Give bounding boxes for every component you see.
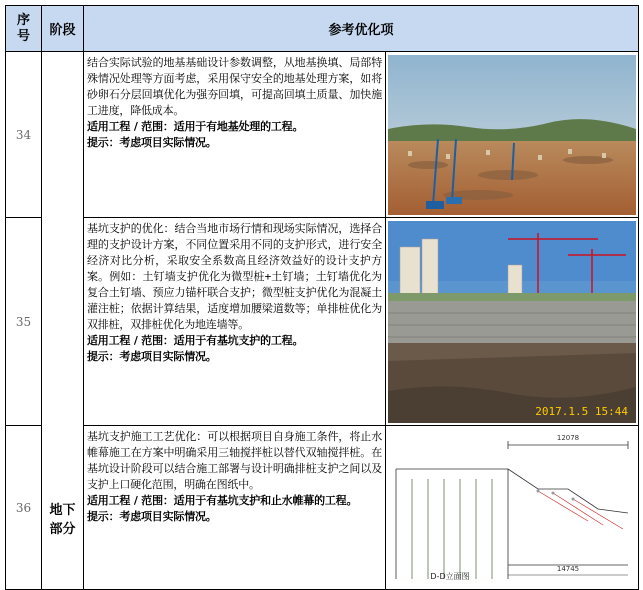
row-number: 35 [6, 218, 42, 426]
header-no-line1: 序 [16, 12, 30, 28]
stage-label-line1: 地下 [49, 503, 76, 518]
row-photo-cell [386, 218, 639, 426]
stage-label-line2: 部分 [49, 522, 76, 537]
header-stage: 阶段 [42, 6, 84, 52]
header-no-line2: 号 [16, 28, 30, 44]
stage-cell [42, 52, 84, 590]
table-row [6, 52, 639, 218]
description-text: 结合实际试验的地基基础设计参数调整，从地基换填、局部特殊情况处理等方面考虑，采用保守安全的地基处理方案，如将砂卵石分层回填优化为强夯回填，可提高回填土质量、加快施工进度，降低成本。 [87, 56, 382, 117]
drawing-dim-top: 12078 [556, 433, 580, 442]
header-items: 参考优化项 [84, 6, 639, 52]
row-description [84, 52, 386, 218]
row-description [84, 218, 386, 426]
description-text: 基坑支护的优化：结合当地市场行情和现场实际情况，选择合理的支护设计方案，不同位置采用不同的支护形式，进行安全经济对比分析，采取安全系数高且经济效益好的设计支护方案。例如：土钉墙支护优化为微型桩+土钉墙；土钉墙优化为复合土钉墙、预应力锚杆联合支护；微型桩支护优化为混凝土灌注桩；依据计算结果，适度增加腰梁道数等；单排桩优化为双排桩，双排桩优化为地连墙等。 [87, 222, 382, 331]
photo-timestamp: 2017.1.5 15:44 [535, 404, 628, 418]
tip-text: 提示：考虑项目实际情况。 [87, 350, 217, 363]
scope-text: 适用工程 / 范围：适用于有基坑支护的工程。 [87, 334, 304, 347]
row-photo-cell [386, 52, 639, 218]
section-drawing [388, 429, 636, 587]
description-text: 基坑支护施工工艺优化：可以根据项目自身施工条件，将止水帷幕施工在方案中明确采用三轴搅拌桩以替代双轴搅拌桩。在基坑设计阶段可以结合施工部署与设计明确排桩支护之间以及支护上口硬化范围，明确在图纸中。 [87, 430, 382, 491]
header-no [6, 6, 42, 52]
optimization-table [5, 5, 639, 590]
drawing-caption: D-D立面图 [430, 571, 470, 581]
tip-text: 提示：考虑项目实际情况。 [87, 510, 217, 523]
row-number: 34 [6, 52, 42, 218]
site-photo-excavation [388, 221, 636, 423]
row-number: 36 [6, 426, 42, 590]
scope-text: 适用工程 / 范围：适用于有基坑支护和止水帷幕的工程。 [87, 494, 358, 507]
row-description [84, 426, 386, 590]
drawing-dim-bottom: 14745 [556, 564, 580, 573]
row-drawing-cell [386, 426, 639, 590]
scope-text: 适用工程 / 范围：适用于有地基处理的工程。 [87, 120, 304, 133]
tip-text: 提示：考虑项目实际情况。 [87, 136, 217, 149]
table-header-row [6, 6, 639, 52]
table-row [6, 426, 639, 590]
table-row [6, 218, 639, 426]
site-photo-foundation [388, 55, 636, 215]
